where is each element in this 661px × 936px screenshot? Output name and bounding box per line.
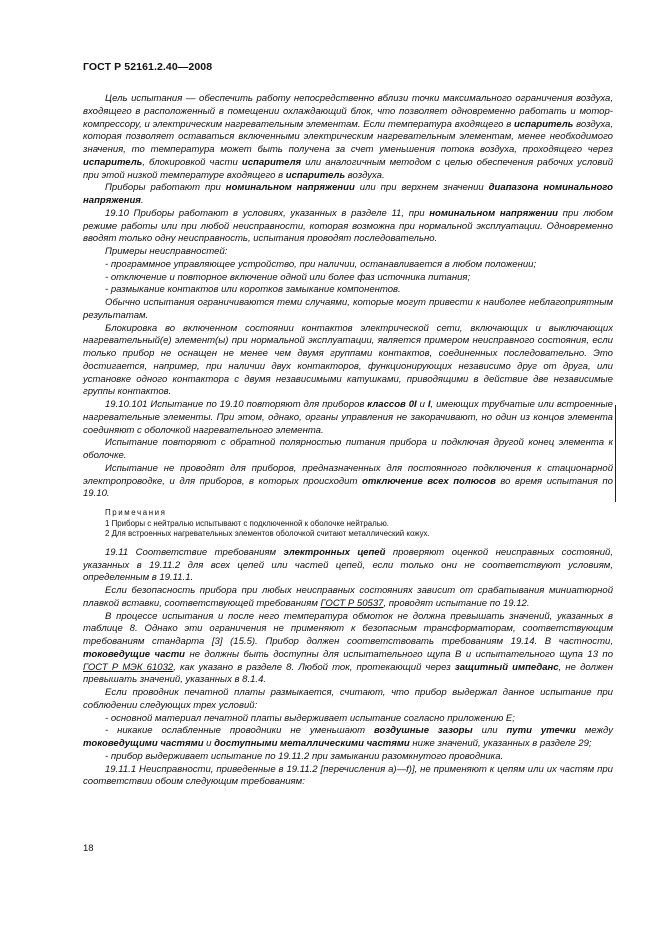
note-item: 1 Приборы с нейтралью испытывают с подключенной к оболочке нейтралью. — [105, 518, 389, 528]
text-run: - размыкание контактов или коротков замыкание компонентов. — [105, 284, 401, 296]
text-run: 19.10.101 Испытание по 19.10 повторяют для приборов — [105, 399, 368, 410]
text-run: Блокировка во включенном состоянии контактов электрической сети, включающих и выключающих нагревательный(е) элемент(ы) при нормальной эксплуатации, является примером неисправного состояния, если только прибор не оснащен не менее чем двумя группами контактов, соединенных последовательно. Это достигается, например, при наличии двух контакторов, функционирующих независимо друг от друга, или установке одного контактора с двумя независимыми катушками, приводящими в действие две независимые группы контактов. — [83, 322, 613, 398]
text-run: - отключение и повторное включение одной или более фаз источника питания; — [105, 271, 471, 283]
paragraph — [83, 323, 613, 400]
text-run: - основной материал печатной платы выдерживает испытание согласно приложению Е; — [105, 712, 515, 724]
defined-term: номинальном напряжении — [429, 207, 558, 219]
defined-term: номинальном напряжении — [225, 182, 355, 194]
paragraph — [83, 259, 613, 272]
defined-term: испаритель — [285, 169, 346, 181]
defined-term: испаритель — [83, 156, 143, 168]
text-run: воздуха, которая позволяет оставаться включенными электрическим нагревательным элементам, менее необходимого значения, то температура может быть получена за счет уменьшения потока воздуха, проходящего через — [83, 118, 613, 155]
defined-term: пути утечки — [506, 725, 576, 737]
paragraph — [83, 687, 613, 713]
text-run: или аналогичным методом с целью обеспечения рабочих условий при этой низкой температуре входящего в — [83, 156, 614, 181]
text-run: или — [472, 725, 507, 737]
text-run: 19.10 Приборы работают в условиях, указанных в разделе 11, при — [105, 207, 430, 219]
defined-term: классов 0I — [367, 399, 417, 410]
paragraph — [83, 297, 613, 323]
change-bar — [615, 405, 616, 502]
standard-reference-link[interactable]: ГОСТ Р 50537 — [320, 597, 384, 609]
paragraph — [83, 547, 613, 585]
text-run: ниже значений, указанных в разделе 29; — [409, 738, 592, 750]
defined-term: электронных цепей — [283, 546, 386, 558]
text-run: и — [203, 738, 215, 750]
document-body — [83, 93, 613, 789]
notes-block — [83, 508, 613, 540]
text-run: . — [140, 195, 144, 206]
defined-term: I — [427, 399, 431, 410]
defined-term: токоведущие части — [83, 648, 186, 660]
text-run: при любом режиме работы или при любой неисправности, которая возможна при нормальной эксплуатации. Одновременно вводят только одну неисправность, испытания проводят последовательно. — [83, 207, 614, 245]
paragraph — [83, 725, 613, 751]
paragraph — [83, 751, 613, 764]
paragraph — [83, 284, 613, 297]
defined-term: токоведущими частями — [83, 738, 204, 750]
paragraph — [83, 93, 613, 182]
text-run: между — [575, 725, 613, 737]
text-run: Обычно испытания ограничиваются теми случаями, которые могут привести к наиболее неблагоприятным результатам. — [83, 297, 613, 321]
text-run: Испытание не проводят для приборов, предназначенных для постоянного подключения к стационарной электропроводке, и для приборов, в которых происходит — [83, 462, 613, 487]
note-item: 2 Для встроенных нагревательных элементов оболочкой считают металлический кожух. — [105, 529, 430, 539]
text-run: проверяют оценкой неисправных состояний, указанных в 19.11.2 для всех цепей или частей цепей, если только они не соответствуют условиям, определенным в 19.11.1. — [83, 546, 613, 584]
paragraph — [83, 182, 613, 208]
text-run: и — [416, 399, 428, 410]
paragraph — [83, 764, 613, 790]
text-run: не должны быть доступны для испытательного щупа В и испытательного щупа 13 по — [185, 648, 613, 660]
text-run: Примеры неисправностей: — [105, 246, 228, 257]
defined-term: испаритель — [513, 118, 574, 130]
paragraph — [83, 713, 613, 726]
text-run: В процессе испытания и после него температура обмоток не должна превышать значений, указанных в таблице 8. Однако эти ограничения не применяют к безопасным трансформаторам, соответствующим требованиям стандарта [3] (15.5). Прибор должен соответствовать требованиям 19.14. В частности, — [83, 610, 613, 648]
defined-term: отключение всех полюсов — [362, 475, 496, 487]
text-run: Если безопасность прибора при любых неисправных состояниях зависит от срабатывания миниатюрной плавкой вставки, соответствующей требованиям — [83, 585, 613, 609]
paragraph — [83, 611, 613, 688]
text-run: - прибор выдерживает испытание по 19.11.2 при замыкании разомкнутого проводника. — [105, 750, 504, 762]
defined-term: испарителя — [241, 156, 302, 168]
text-run: Цель испытания — обеспечить работу непосредственно вблизи точки максимального ограничения воздуха, входящего в расположенный в помещении охлаждающий блок, что позволяет одновременно работать и мотор-компрессору, и электрическим нагревательным элементам. Если температура входящего в — [83, 93, 613, 130]
page-number: 18 — [83, 843, 94, 854]
paragraph — [83, 272, 613, 285]
text-run: , как указано в разделе 8. Любой ток, протекающий через — [173, 661, 455, 673]
text-run: или при верхнем значении — [354, 182, 489, 194]
text-run: , проводят испытание по 19.12. — [383, 597, 530, 609]
defined-term: воздушные зазоры — [373, 725, 473, 737]
text-run: во время испытания по 19.10. — [83, 475, 613, 500]
paragraph — [83, 585, 613, 611]
text-run: , блокировкой части — [142, 156, 242, 168]
text-run: - никакие ослабленные проводники не уменьшают — [105, 725, 374, 737]
paragraph — [83, 208, 613, 246]
defined-term: защитный импеданс — [454, 661, 559, 673]
text-run: Приборы работают при — [105, 182, 226, 194]
text-run: 19.11 Соответствие требованиям — [105, 546, 284, 558]
notes-title: Примечания — [105, 508, 167, 517]
text-run: - программное управляющее устройство, при наличии, останавливается в любом положении; — [105, 258, 537, 270]
text-run: , не должен превышать значений, указанных в 8.1.4. — [83, 661, 613, 686]
paragraph — [83, 399, 613, 437]
text-run: 19.11.1 Неисправности, приведенные в 19.11.2 [перечисления а)—f)], не применяют к цепям или их частям при соответствии обоим следующим требованиям: — [83, 763, 613, 788]
text-run: Испытание повторяют с обратной полярностью питания прибора и подключая другой конец элемента к оболочке. — [83, 437, 613, 461]
paragraph — [83, 463, 613, 501]
text-run: Если проводник печатной платы размыкается, считают, что прибор выдержал данное испытание при соблюдении следующих трех условий: — [83, 687, 613, 711]
document-header: ГОСТ Р 52161.2.40—2008 — [83, 61, 213, 73]
defined-term: диапазона номинального напряжения — [83, 182, 613, 206]
text-run: , имеющих трубчатые или встроенные нагревательные элементы. При этом, однако, органы управления не закорачивают, но один из концов элемента соединяют с оболочкой нагревательного элемента. — [83, 399, 613, 436]
standard-reference-link[interactable]: ГОСТ Р МЭК 61032 — [83, 661, 174, 673]
paragraph — [83, 246, 613, 259]
text-run: воздуха. — [345, 169, 385, 181]
defined-term: доступными металлическими частями — [214, 738, 410, 750]
paragraph — [83, 437, 613, 463]
